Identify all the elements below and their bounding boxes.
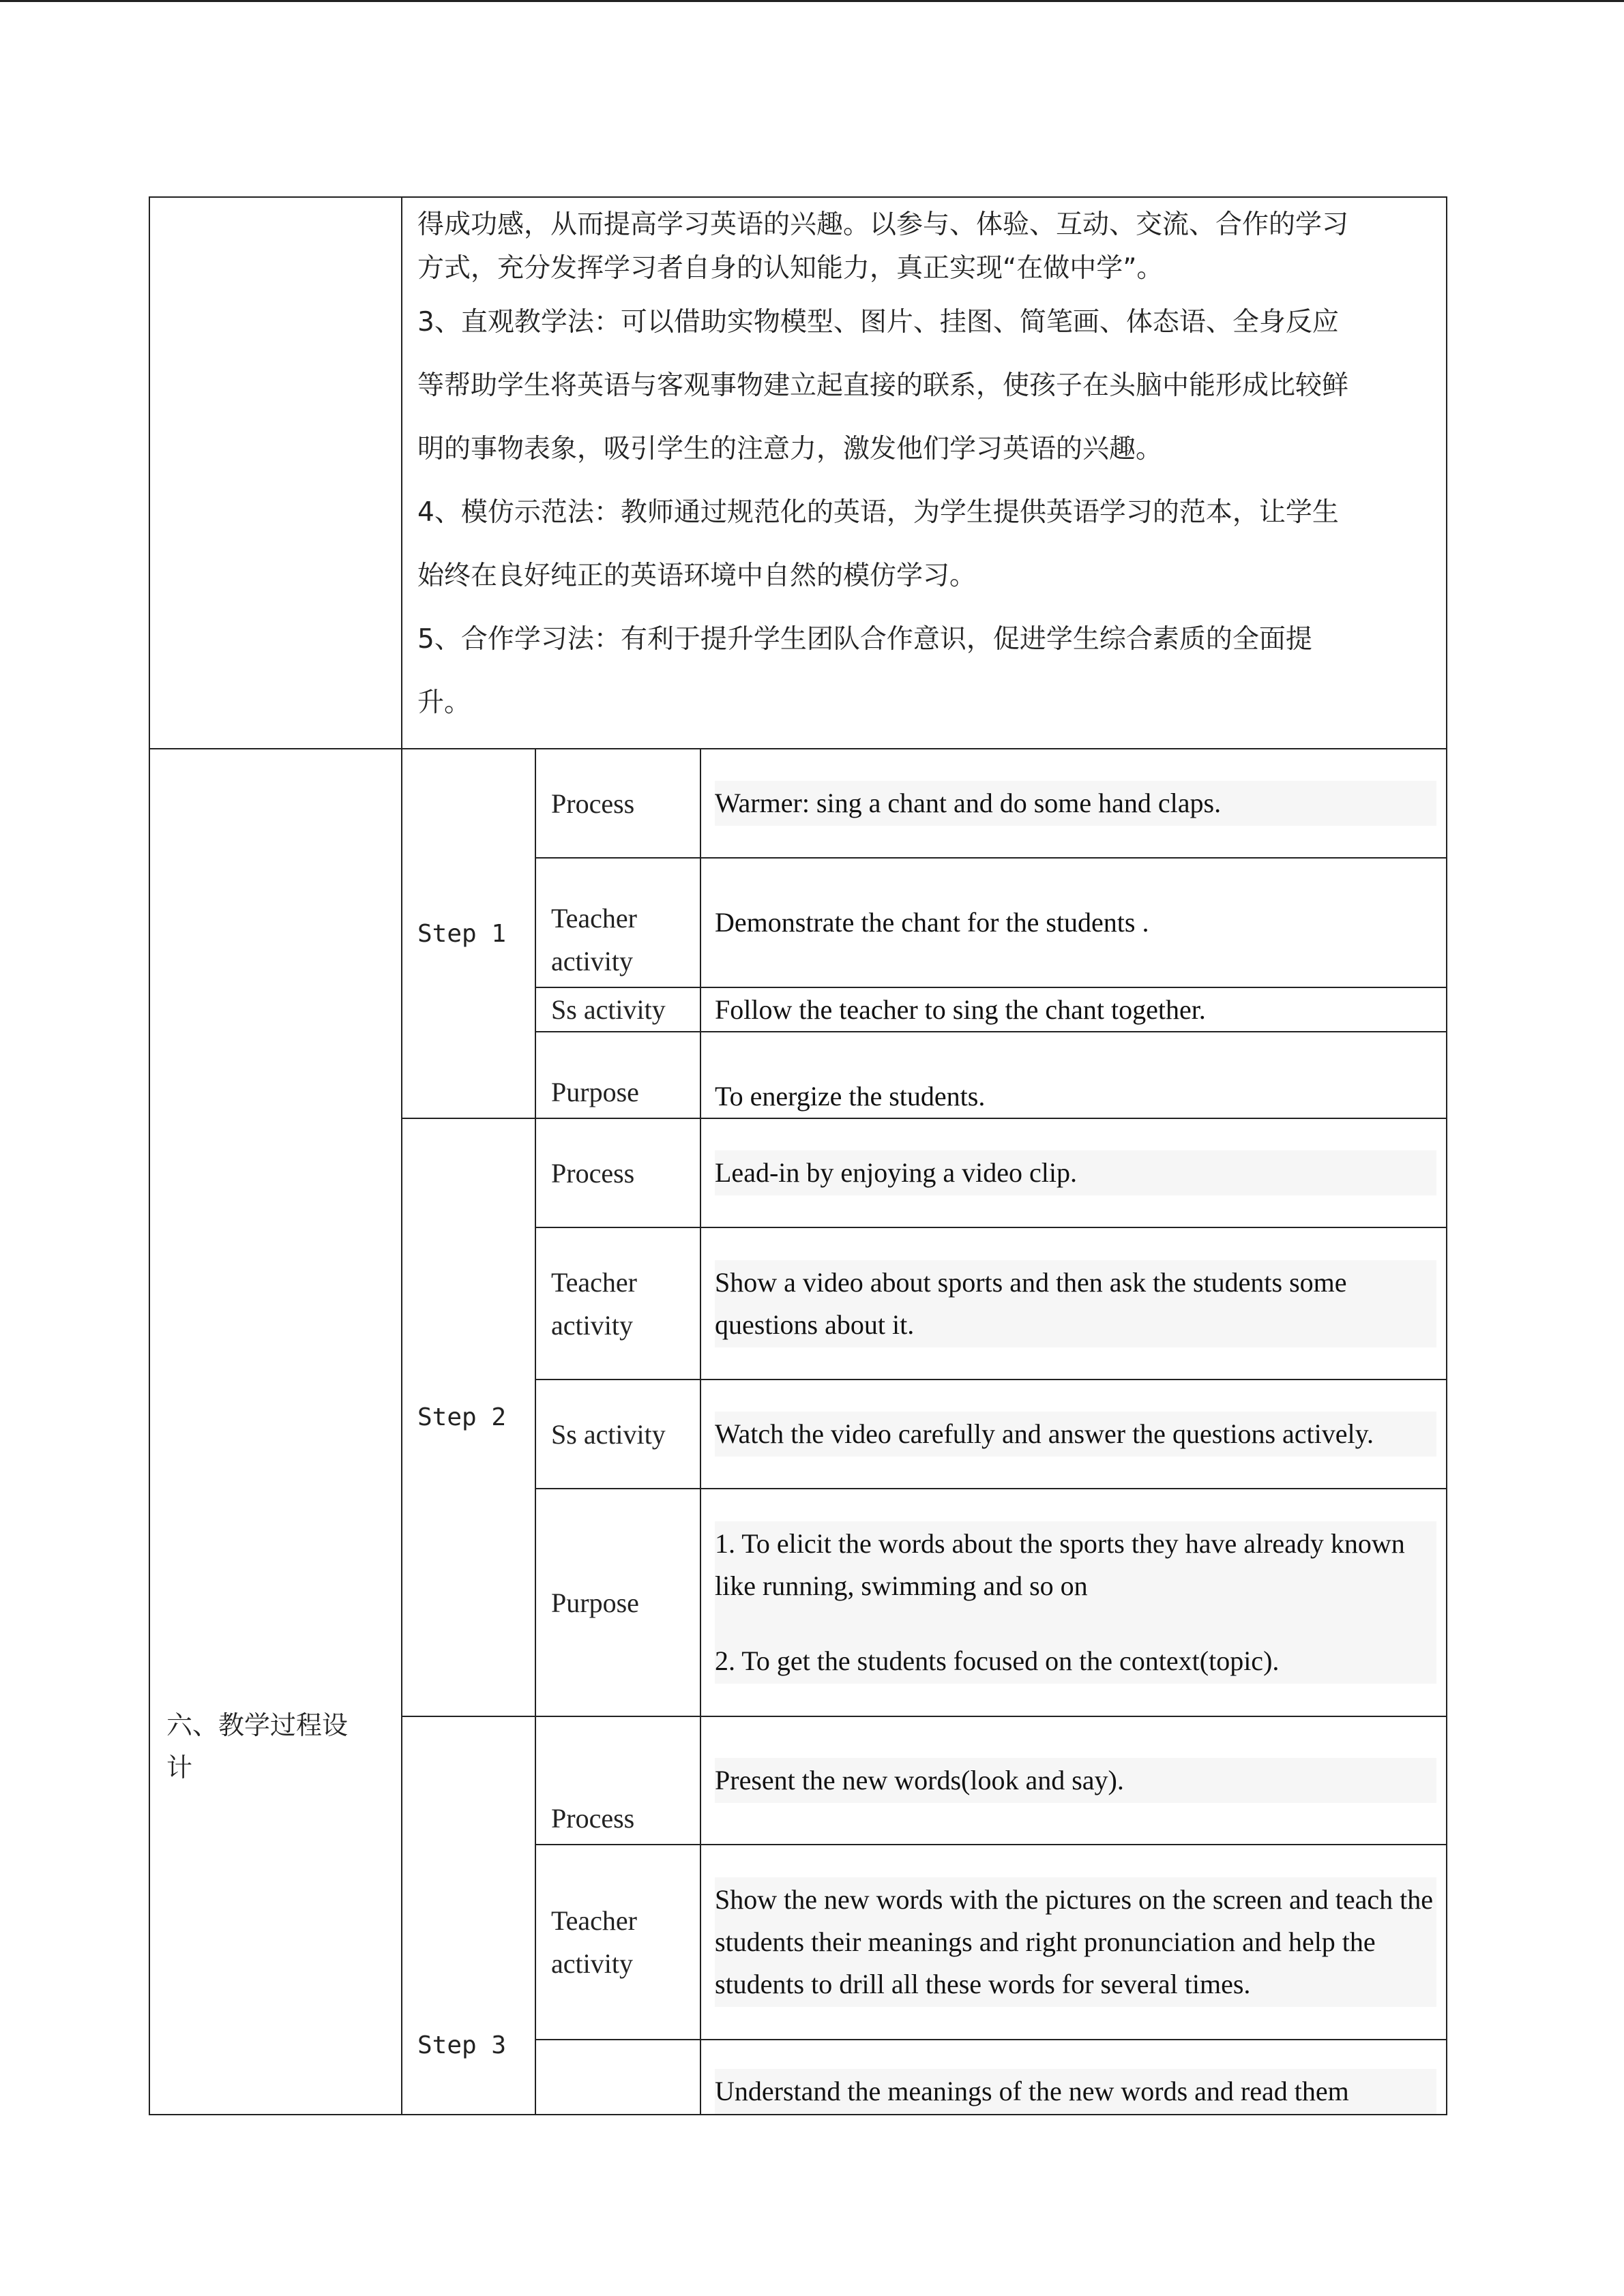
step1-process-row <box>149 749 1447 858</box>
section-title-line1: 六、教学过程设 <box>166 1710 349 1740</box>
teaching-methods-text <box>402 197 1447 749</box>
teacher-activity-label <box>535 1227 700 1380</box>
step1-ss-text: Follow the teacher to sing the chant together. <box>715 994 1206 1025</box>
step3-teacher-text: Show the new words with the pictures on the screen and teach the students their meanings and right pronunciation and help the students to drill all these words for several times. <box>715 1877 1436 2007</box>
step1-label: Step 1 <box>402 749 535 1118</box>
methods-para3-line3: 明的事物表象，吸引学生的注意力，激发他们学习英语的兴趣。 <box>417 434 1163 464</box>
step2-purpose-item1: 1. To elicit the words about the sports they have already known like running, swimming and so on <box>715 1528 1405 1601</box>
step2-process-text: Lead-in by enjoying a video clip. <box>715 1150 1436 1195</box>
step1-purpose-cell <box>700 1032 1447 1118</box>
lesson-plan-table <box>149 196 1447 2115</box>
teacher-label-line1: Teacher <box>551 1266 637 1298</box>
step2-purpose-cell <box>700 1489 1447 1716</box>
section-title-line2: 计 <box>166 1753 193 1783</box>
step2-ss-text: Watch the video carefully and answer the questions actively. <box>715 1412 1436 1457</box>
methods-para1-line2: 方式，充分发挥学习者自身的认知能力，真正实现“在做中学”。 <box>417 253 1164 284</box>
step2-teacher-cell <box>700 1227 1447 1380</box>
step1-teacher-text: Demonstrate the chant for the students . <box>715 907 1149 938</box>
methods-para1-line1: 得成功感，从而提高学习英语的兴趣。以参与、体验、互动、交流、合作的学习 <box>417 209 1349 240</box>
teacher-label-line1: Teacher <box>551 1905 637 1936</box>
teacher-label-line2: activity <box>551 1309 633 1341</box>
purpose-label: Purpose <box>535 1032 700 1118</box>
step3-label: Step 3 <box>402 1716 535 2115</box>
step2-label: Step 2 <box>402 1118 535 1716</box>
methods-para4-line2: 始终在良好纯正的英语环境中自然的模仿学习。 <box>417 561 977 591</box>
process-label: Process <box>535 1716 700 1845</box>
methods-para4-line1: 4、模仿示范法：教师通过规范化的英语，为学生提供英语学习的范本，让学生 <box>417 497 1339 528</box>
step1-purpose-text: To energize the students. <box>715 1081 986 1112</box>
empty-label-cell <box>149 197 402 749</box>
section-title-cell <box>149 749 402 2115</box>
teacher-label-line2: activity <box>551 1948 633 1979</box>
step1-process-text: Warmer: sing a chant and do some hand claps. <box>715 781 1436 826</box>
step3-teacher-cell <box>700 1845 1447 2040</box>
teacher-activity-label <box>535 858 700 987</box>
methods-para5-line2: 升。 <box>417 687 471 718</box>
step3-process-text: Present the new words(look and say). <box>715 1758 1436 1803</box>
step1-teacher-cell <box>700 858 1447 987</box>
step3-process-cell <box>700 1716 1447 1845</box>
methods-para3-line1: 3、直观教学法：可以借助实物模型、图片、挂图、简笔画、体态语、全身反应 <box>417 307 1339 338</box>
step1-process-cell <box>700 749 1447 858</box>
empty-label-cell <box>535 2040 700 2115</box>
ss-activity-label: Ss activity <box>535 987 700 1032</box>
step2-ss-cell <box>700 1380 1447 1489</box>
step2-process-cell <box>700 1118 1447 1227</box>
step2-purpose-block <box>715 1521 1436 1684</box>
step2-teacher-text: Show a video about sports and then ask the students some questions about it. <box>715 1260 1436 1347</box>
purpose-label: Purpose <box>535 1489 700 1716</box>
teacher-label-line1: Teacher <box>551 903 637 934</box>
methods-para3-line2: 等帮助学生将英语与客观事物建立起直接的联系，使孩子在头脑中能形成比较鲜 <box>417 370 1349 401</box>
teacher-label-line2: activity <box>551 946 633 976</box>
teacher-activity-label <box>535 1845 700 2040</box>
teaching-methods-row <box>149 197 1447 749</box>
page-top-border <box>0 0 1624 2</box>
methods-para5-line1: 5、合作学习法：有利于提升学生团队合作意识，促进学生综合素质的全面提 <box>417 624 1312 655</box>
purpose-spacer <box>715 1607 1436 1640</box>
step3-ss-cell <box>700 2040 1447 2115</box>
process-label: Process <box>535 1118 700 1227</box>
step2-purpose-item2: 2. To get the students focused on the context(topic). <box>715 1645 1280 1676</box>
step1-ss-cell <box>700 987 1447 1032</box>
step3-ss-text: Understand the meanings of the new words and read them <box>715 2069 1436 2114</box>
ss-activity-label: Ss activity <box>535 1380 700 1489</box>
process-label: Process <box>535 749 700 858</box>
